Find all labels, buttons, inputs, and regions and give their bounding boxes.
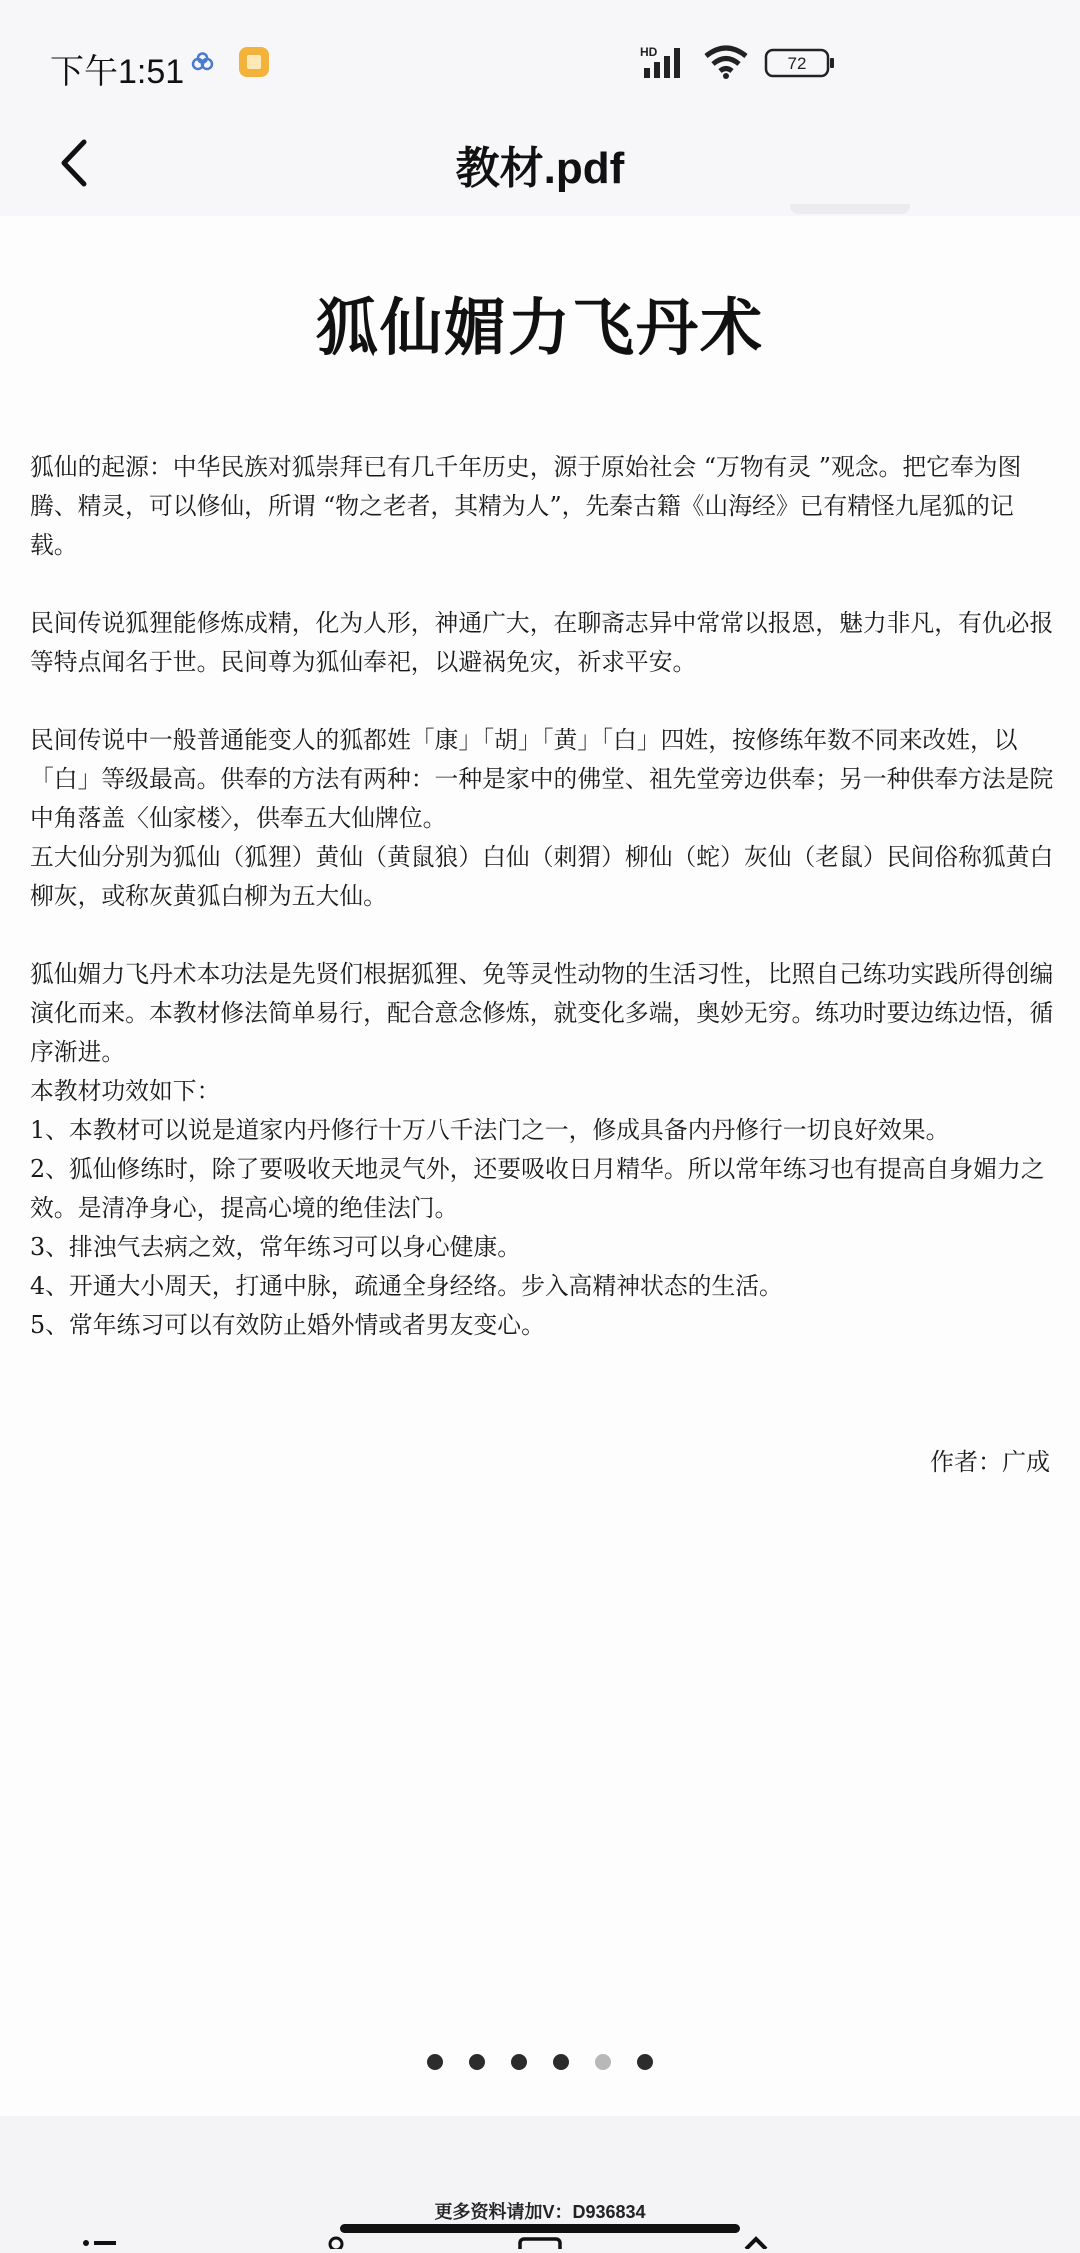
signal-icon xyxy=(640,44,696,84)
battery-level: 72 xyxy=(787,54,807,73)
share-icon[interactable] xyxy=(738,2234,774,2248)
list-icon[interactable] xyxy=(82,2234,118,2248)
pdf-page[interactable] xyxy=(0,216,1080,2116)
page-dot[interactable] xyxy=(469,2054,485,2070)
paragraph-gap xyxy=(30,682,1060,721)
battery-icon xyxy=(764,48,836,82)
document-author: 作者：广成 xyxy=(930,1448,1050,1476)
wifi-icon xyxy=(702,44,750,84)
paragraph: 民间传说中一般普通能变人的狐都姓「康」「胡」「黄」「白」四姓，按修练年数不同来改姓，以「白」等级最高。供奉的方法有两种：一种是家中的佛堂、祖先堂旁边供奉；另一种供奉方法是院中角落盖〈仙家楼〉，供奉五大仙牌位。 xyxy=(30,726,1054,832)
paragraph: 本教材功效如下： xyxy=(30,1077,221,1105)
toolbar-handle[interactable] xyxy=(790,204,910,214)
bottom-area xyxy=(0,2116,1080,2248)
notification-app-icon xyxy=(238,46,270,82)
paragraph: 民间传说狐狸能修炼成精，化为人形，神通广大，在聊斋志异中常常以报恩，魅力非凡，有仇必报等特点闻名于世。民间尊为狐仙奉祀，以避祸免灾，祈求平安。 xyxy=(30,609,1054,676)
list-item: 3、排浊气去病之效，常年练习可以身心健康。 xyxy=(30,1233,522,1261)
page-indicator xyxy=(0,2054,1080,2074)
title-bar xyxy=(0,110,1080,216)
paragraph-gap xyxy=(30,916,1060,955)
list-item: 4、开通大小周天，打通中脉，疏通全身经络。步入高精神状态的生活。 xyxy=(30,1272,783,1300)
page-dot[interactable] xyxy=(553,2054,569,2070)
home-indicator[interactable] xyxy=(340,2224,740,2233)
page-dot[interactable] xyxy=(427,2054,443,2070)
watermark-text: 更多资料请加V：D936834 xyxy=(434,2202,646,2222)
network-label: HD xyxy=(640,45,658,59)
page-dot[interactable] xyxy=(637,2054,653,2070)
document-filename: 教材.pdf xyxy=(455,144,625,193)
paragraph: 五大仙分别为狐仙（狐狸）黄仙（黄鼠狼）白仙（刺猬）柳仙（蛇）灰仙（老鼠）民间俗称狐黄白柳灰，或称灰黄狐白柳为五大仙。 xyxy=(30,843,1054,910)
person-icon[interactable] xyxy=(318,2234,354,2248)
status-time: 下午1:51 xyxy=(50,53,185,91)
document-body xyxy=(30,448,1060,1345)
square-icon[interactable] xyxy=(516,2234,564,2248)
page-dot[interactable] xyxy=(511,2054,527,2070)
cloud-sync-icon xyxy=(190,52,216,76)
paragraph: 狐仙媚力飞丹术本功法是先贤们根据狐狸、免等灵性动物的生活习性，比照自己练功实践所得创编演化而来。本教材修法简单易行，配合意念修炼，就变化多端，奥妙无穷。练功时要边练边悟，循序渐进。 xyxy=(30,960,1054,1066)
page-dot-active[interactable] xyxy=(595,2054,611,2070)
list-item: 5、常年练习可以有效防止婚外情或者男友变心。 xyxy=(30,1311,545,1339)
paragraph-gap xyxy=(30,565,1060,604)
list-item: 1、本教材可以说是道家内丹修行十万八千法门之一，修成具备内丹修行一切良好效果。 xyxy=(30,1116,950,1144)
document-title: 狐仙媚力飞丹术 xyxy=(315,291,764,364)
paragraph: 狐仙的起源：中华民族对狐崇拜已有几千年历史，源于原始社会 “万物有灵 ”观念。把它奉为图腾、精灵，可以修仙，所谓 “物之老者，其精为人”，先秦古籍《山海经》已有精怪九尾狐的记载。 xyxy=(30,453,1022,559)
list-item: 2、狐仙修练时，除了要吸收天地灵气外，还要吸收日月精华。所以常年练习也有提高自身媚力之效。是清净身心，提高心境的绝佳法门。 xyxy=(30,1155,1045,1222)
